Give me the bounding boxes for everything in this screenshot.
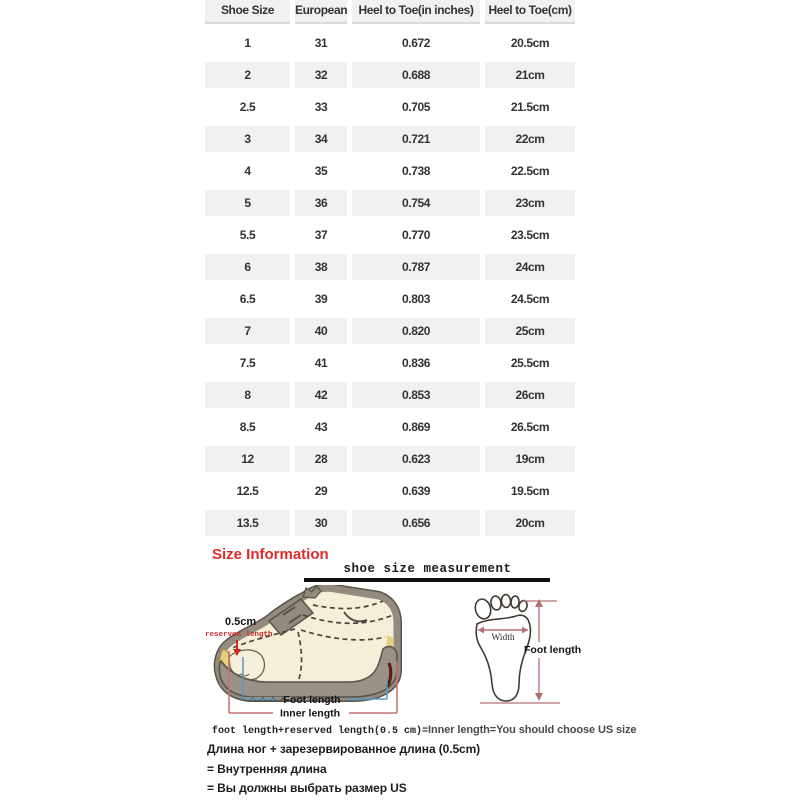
table-row bbox=[205, 222, 575, 248]
foot-outline-illustration bbox=[468, 592, 586, 712]
table-row bbox=[205, 254, 575, 280]
table-cell: 2 bbox=[205, 62, 290, 88]
table-row bbox=[205, 62, 575, 88]
table-cell: 22.5cm bbox=[485, 158, 575, 184]
table-row bbox=[205, 350, 575, 376]
table-cell: 39 bbox=[295, 286, 347, 312]
table-cell: 12 bbox=[205, 446, 290, 472]
table-cell: 0.672 bbox=[352, 30, 480, 56]
table-cell: 0.836 bbox=[352, 350, 480, 376]
table-cell: 0.688 bbox=[352, 62, 480, 88]
table-cell: 21.5cm bbox=[485, 94, 575, 120]
column-header: Heel to Toe(cm) bbox=[485, 0, 575, 24]
table-cell: 7.5 bbox=[205, 350, 290, 376]
table-row bbox=[205, 158, 575, 184]
table-cell: 26cm bbox=[485, 382, 575, 408]
column-header: Shoe Size bbox=[205, 0, 290, 24]
column-header: European bbox=[295, 0, 347, 24]
table-cell: 21cm bbox=[485, 62, 575, 88]
russian-note bbox=[207, 740, 480, 799]
table-cell: 37 bbox=[295, 222, 347, 248]
inner-length-label: Inner length bbox=[279, 707, 341, 720]
table-cell: 42 bbox=[295, 382, 347, 408]
table-cell: 24cm bbox=[485, 254, 575, 280]
table-cell: 20.5cm bbox=[485, 30, 575, 56]
diagram-title: shoe size measurement bbox=[343, 562, 512, 576]
table-cell: 6 bbox=[205, 254, 290, 280]
table-cell: 0.770 bbox=[352, 222, 480, 248]
table-cell: 5 bbox=[205, 190, 290, 216]
table-cell: 0.754 bbox=[352, 190, 480, 216]
table-cell: 1 bbox=[205, 30, 290, 56]
formula-bold-part: Inner length=You should choose US size bbox=[428, 724, 637, 736]
table-row bbox=[205, 126, 575, 152]
russian-line-2: = Внутренняя длина bbox=[207, 761, 327, 776]
foot-length-arrow-down bbox=[535, 693, 543, 701]
table-row bbox=[205, 30, 575, 56]
table-row bbox=[205, 446, 575, 472]
size-table bbox=[200, 0, 580, 542]
shoe-side-illustration bbox=[203, 585, 448, 720]
table-cell: 12.5 bbox=[205, 478, 290, 504]
table-cell: 0.820 bbox=[352, 318, 480, 344]
russian-line-1: Длина ног + зарезервированное длина (0.5cm) bbox=[207, 742, 481, 756]
column-header: Heel to Toe(in inches) bbox=[352, 0, 480, 24]
table-cell: 29 bbox=[295, 478, 347, 504]
table-row bbox=[205, 94, 575, 120]
table-cell: 40 bbox=[295, 318, 347, 344]
foot-outline bbox=[473, 594, 530, 701]
reserved-cm-label: 0.5cm bbox=[225, 616, 257, 628]
table-cell: 3 bbox=[205, 126, 290, 152]
table-cell: 0.738 bbox=[352, 158, 480, 184]
table-row bbox=[205, 286, 575, 312]
formula-line bbox=[212, 720, 636, 738]
table-cell: 22cm bbox=[485, 126, 575, 152]
table-cell: 2.5 bbox=[205, 94, 290, 120]
table-cell: 0.639 bbox=[352, 478, 480, 504]
width-label: Width bbox=[491, 633, 515, 643]
table-cell: 0.803 bbox=[352, 286, 480, 312]
table-row bbox=[205, 414, 575, 440]
table-cell: 8.5 bbox=[205, 414, 290, 440]
table-cell: 38 bbox=[295, 254, 347, 280]
table-cell: 20cm bbox=[485, 510, 575, 536]
table-cell: 26.5cm bbox=[485, 414, 575, 440]
table-cell: 33 bbox=[295, 94, 347, 120]
foot-length-arrow-up bbox=[535, 599, 543, 607]
table-row bbox=[205, 318, 575, 344]
table-cell: 7 bbox=[205, 318, 290, 344]
table-cell: 0.721 bbox=[352, 126, 480, 152]
table-cell: 0.656 bbox=[352, 510, 480, 536]
foot-length-label: Foot length bbox=[283, 694, 341, 706]
table-cell: 28 bbox=[295, 446, 347, 472]
table-cell: 31 bbox=[295, 30, 347, 56]
table-cell: 36 bbox=[295, 190, 347, 216]
russian-line-3: = Вы должны выбрать размер US bbox=[207, 781, 407, 795]
table-cell: 43 bbox=[295, 414, 347, 440]
table-cell: 19.5cm bbox=[485, 478, 575, 504]
table-cell: 0.705 bbox=[352, 94, 480, 120]
table-cell: 4 bbox=[205, 158, 290, 184]
table-cell: 13.5 bbox=[205, 510, 290, 536]
table-cell: 8 bbox=[205, 382, 290, 408]
size-information-heading: Size Information bbox=[212, 546, 329, 563]
table-cell: 32 bbox=[295, 62, 347, 88]
table-cell: 30 bbox=[295, 510, 347, 536]
table-cell: 19cm bbox=[485, 446, 575, 472]
table-header-row bbox=[205, 0, 575, 24]
table-cell: 6.5 bbox=[205, 286, 290, 312]
table-row bbox=[205, 190, 575, 216]
table-cell: 41 bbox=[295, 350, 347, 376]
diagram-title-underline bbox=[304, 578, 550, 582]
reserved-length-label: reserved length bbox=[205, 631, 273, 639]
table-cell: 0.869 bbox=[352, 414, 480, 440]
table-cell: 5.5 bbox=[205, 222, 290, 248]
table-cell: 23cm bbox=[485, 190, 575, 216]
table-row bbox=[205, 478, 575, 504]
table-row bbox=[205, 510, 575, 536]
table-cell: 35 bbox=[295, 158, 347, 184]
formula-mono-part: foot length+reserved length(0.5 cm)= bbox=[212, 726, 429, 737]
table-cell: 24.5cm bbox=[485, 286, 575, 312]
table-cell: 25.5cm bbox=[485, 350, 575, 376]
table-row bbox=[205, 382, 575, 408]
table-cell: 25cm bbox=[485, 318, 575, 344]
table-cell: 34 bbox=[295, 126, 347, 152]
foot-length-right-label: Foot length bbox=[524, 644, 582, 656]
table-cell: 0.853 bbox=[352, 382, 480, 408]
table-cell: 0.623 bbox=[352, 446, 480, 472]
table-cell: 0.787 bbox=[352, 254, 480, 280]
table-cell: 23.5cm bbox=[485, 222, 575, 248]
